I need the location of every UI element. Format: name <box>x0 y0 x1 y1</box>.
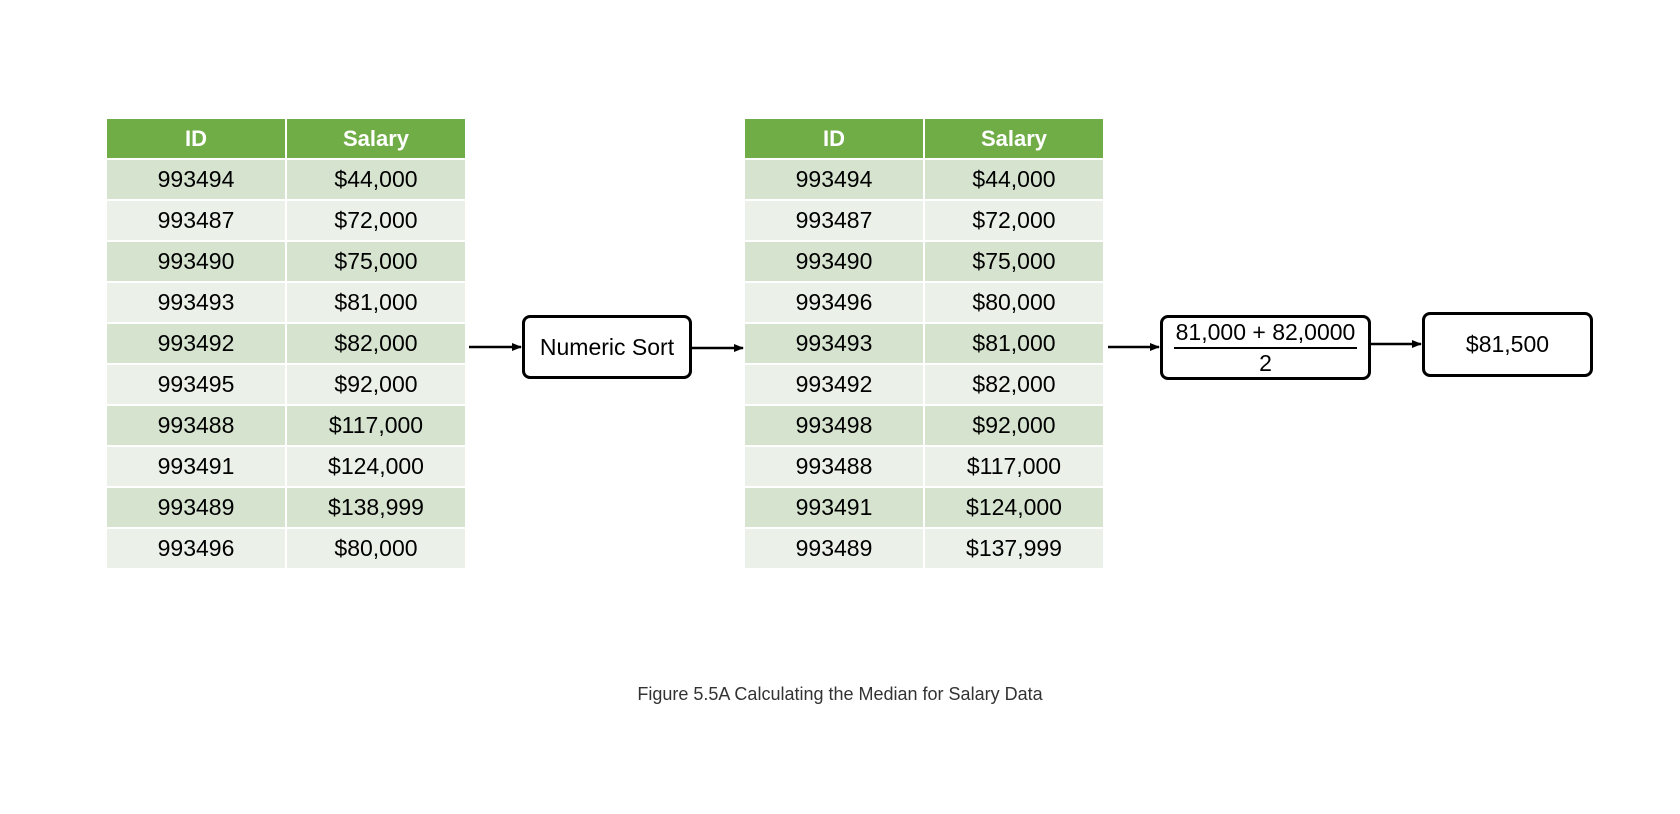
table-row <box>745 242 1103 283</box>
salary-cell: $75,000 <box>287 242 465 283</box>
id-cell: 993493 <box>745 324 925 365</box>
salary-cell: $80,000 <box>287 529 465 570</box>
salary-cell: $124,000 <box>287 447 465 488</box>
salary-cell: $80,000 <box>925 283 1103 324</box>
id-cell: 993491 <box>107 447 287 488</box>
salary-cell: $82,000 <box>287 324 465 365</box>
salary-cell: $81,000 <box>287 283 465 324</box>
table-row <box>745 283 1103 324</box>
table-row <box>745 488 1103 529</box>
table-row <box>745 529 1103 570</box>
unsorted-salary-table <box>107 119 465 570</box>
salary-cell: $92,000 <box>925 406 1103 447</box>
median-denominator: 2 <box>1259 349 1272 376</box>
salary-cell: $124,000 <box>925 488 1103 529</box>
figure-caption: Figure 5.5A Calculating the Median for Salary Data <box>637 684 1043 704</box>
id-cell: 993494 <box>745 160 925 201</box>
table-row <box>107 365 465 406</box>
table-row <box>745 406 1103 447</box>
table-row <box>745 160 1103 201</box>
id-cell: 993492 <box>745 365 925 406</box>
median-fraction <box>1174 319 1358 376</box>
median-result-value: $81,500 <box>1465 331 1550 357</box>
table-row <box>107 406 465 447</box>
table-row <box>107 529 465 570</box>
table-row <box>107 283 465 324</box>
id-cell: 993496 <box>107 529 287 570</box>
id-cell: 993489 <box>107 488 287 529</box>
salary-cell: $92,000 <box>287 365 465 406</box>
salary-column-header: Salary <box>925 119 1103 160</box>
table-row <box>745 324 1103 365</box>
salary-cell: $138,999 <box>287 488 465 529</box>
table-row <box>745 201 1103 242</box>
median-numerator: 81,000 + 82,0000 <box>1174 319 1358 348</box>
salary-cell: $82,000 <box>925 365 1103 406</box>
table-row <box>107 242 465 283</box>
table-row <box>107 160 465 201</box>
id-cell: 993487 <box>745 201 925 242</box>
salary-cell: $72,000 <box>287 201 465 242</box>
id-cell: 993487 <box>107 201 287 242</box>
id-cell: 993491 <box>745 488 925 529</box>
id-column-header: ID <box>107 119 287 160</box>
id-cell: 993496 <box>745 283 925 324</box>
id-column-header: ID <box>745 119 925 160</box>
salary-cell: $44,000 <box>287 160 465 201</box>
table-header-row <box>745 119 1103 160</box>
numeric-sort-label: Numeric Sort <box>539 333 675 360</box>
salary-cell: $117,000 <box>925 447 1103 488</box>
table-header-row <box>107 119 465 160</box>
id-cell: 993488 <box>107 406 287 447</box>
table-row <box>107 324 465 365</box>
sorted-salary-table <box>745 119 1103 570</box>
salary-cell: $75,000 <box>925 242 1103 283</box>
median-formula-step <box>1160 315 1371 380</box>
table-row <box>107 201 465 242</box>
id-cell: 993495 <box>107 365 287 406</box>
id-cell: 993492 <box>107 324 287 365</box>
id-cell: 993490 <box>107 242 287 283</box>
salary-cell: $44,000 <box>925 160 1103 201</box>
table-row <box>107 447 465 488</box>
salary-cell: $72,000 <box>925 201 1103 242</box>
id-cell: 993488 <box>745 447 925 488</box>
id-cell: 993494 <box>107 160 287 201</box>
salary-cell: $81,000 <box>925 324 1103 365</box>
salary-cell: $137,999 <box>925 529 1103 570</box>
numeric-sort-step <box>522 315 692 379</box>
id-cell: 993490 <box>745 242 925 283</box>
table-row <box>107 488 465 529</box>
id-cell: 993489 <box>745 529 925 570</box>
id-cell: 993498 <box>745 406 925 447</box>
id-cell: 993493 <box>107 283 287 324</box>
table-row <box>745 447 1103 488</box>
median-result-box <box>1422 312 1593 377</box>
salary-cell: $117,000 <box>287 406 465 447</box>
salary-column-header: Salary <box>287 119 465 160</box>
table-row <box>745 365 1103 406</box>
